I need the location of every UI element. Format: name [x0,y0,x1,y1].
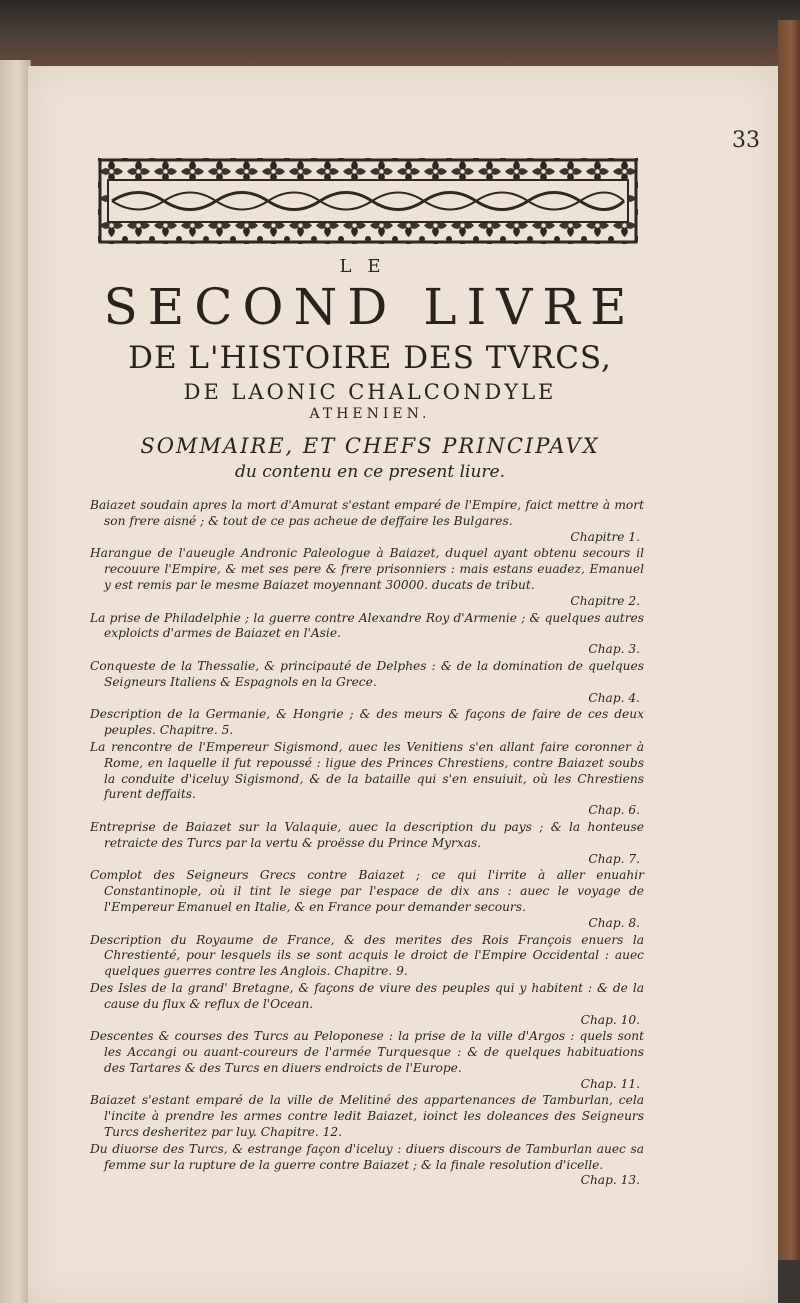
book-cover-edge [778,20,800,1260]
page-number: 33 [732,128,760,153]
list-item [90,1029,644,1092]
book-title: SECOND LIVRE [103,278,637,336]
list-item [90,498,644,545]
entry-text: Complot des Seigneurs Grecs contre Baiazet ; ce qui l'irrite à aller enuahir Constantinople, où il tint le siege par l'espace de dix ans : auec le voyage de l'Empereur Emanuel en Italie, & en France pour demander secours. [90,868,644,914]
chapter-ref: Chap. 11. [580,1076,640,1091]
entry-text: Entreprise de Baiazet sur la Valaquie, auec la description du pays ; & la honteuse retraicte des Turcs par la vertu & proësse du Prince Myrxas. [90,819,644,850]
book-page [28,66,778,1303]
chapter-ref: Chap. 13. [580,1173,640,1188]
list-item [90,546,644,609]
previous-page-gutter [0,60,31,1303]
list-item [90,868,644,931]
chapter-ref: Chap. 7. [588,851,640,866]
list-item [90,611,644,658]
entry-text: Baiazet soudain apres la mort d'Amurat s'estant emparé de l'Empire, faict mettre à mort son frere aisné ; & tout de ce pas acheue de deffaire les Bulgares. [90,498,644,528]
summary-heading: SOMMAIRE, ET CHEFS PRINCIPAVX [140,434,600,458]
chapter-ref: Chapitre 1. [570,529,640,544]
entry-text: Des Isles de la grand' Bretagne, & façons de viure des peuples qui y habitent : & de la cause du flux & reflux de l'Ocean. [90,980,644,1011]
author-origin: ATHENIEN. [309,406,431,422]
list-item [90,981,644,1028]
entry-text: Harangue de l'aueugle Andronic Paleologue à Baiazet, duquel ayant obtenu secours il recouure l'Empire, & met ses pere & frere prisonniers : mais estans euadez, Emanuel y est remis par le mesme Baiazet moyennant 30000. ducats de tribut. [90,546,644,592]
list-item [90,1093,644,1140]
entry-text: Du diuorse des Turcs, & estrange façon d'iceluy : diuers discours de Tamburlan auec sa femme sur la rupture de la guerre contre Baiazet ; & la finale resolution d'icelle. [90,1141,644,1172]
entry-text: La prise de Philadelphie ; la guerre contre Alexandre Roy d'Armenie ; & quelques autres exploicts d'armes de Baiazet en l'Asie. [90,610,644,641]
book-top-edge [0,0,800,70]
chapter-ref: Chap. 4. [588,690,640,705]
chapter-ref: Chap. 3. [588,642,640,657]
entry-text: Descentes & courses des Turcs au Peloponese : la prise de la ville d'Argos : quels sont les Accangi ou auant-coureurs de l'armée Turquesque : & de quelques habituations des Tartares & des Turcs en diuers endroicts de l'Europe. [90,1029,644,1075]
summary-subheading: du contenu en ce present liure. [235,462,505,482]
decorative-headpiece [98,158,638,244]
entry-text: La rencontre de l'Empereur Sigismond, auec les Venitiens s'en allant faire coronner à Rome, en laquelle il fut repoussé : ligue des Princes Chrestiens, contre Baiazet soubs la conduite d'iceluy Sigismond, & de la bataille qui s'en ensuiuit, où les Chrestiens furent deffaits. [90,739,644,802]
chapter-summary-list [90,498,644,1190]
book-subtitle: DE L'HISTOIRE DES TVRCS, [128,340,612,376]
entry-text: Conqueste de la Thessalie, & principauté de Delphes : & de la domination de quelques Seigneurs Italiens & Espagnols en la Grece. [90,658,644,689]
list-item [90,740,644,819]
author-line: DE LAONIC CHALCONDYLE [183,380,557,404]
chapter-ref: Chapitre 2. [570,593,640,608]
list-item [90,659,644,706]
list-item [90,820,644,867]
entry-text: Baiazet s'estant emparé de la ville de Melitiné des appartenances de Tamburlan, cela l'incite à prendre les armes contre ledit Baiazet, ioinct les doleances des Seigneurs Turcs desheritez par luy. Chapitre. 12. [90,1093,644,1140]
list-item [90,933,644,980]
chapter-ref: Chap. 10. [580,1012,640,1027]
list-item [90,1142,644,1189]
heading-le: LE [339,256,397,277]
chapter-ref: Chap. 8. [588,915,640,930]
list-item [90,707,644,739]
entry-text: Description du Royaume de France, & des merites des Rois François enuers la Chrestienté, pour lesquels ils se sont acquis le droict de l'Empire Occidental : auec quelques guerres contre les Anglois. Chapitre. 9. [90,932,644,979]
entry-text: Description de la Germanie, & Hongrie ; & des meurs & façons de faire de ces deux peuples. Chapitre. 5. [90,707,644,738]
chapter-ref: Chap. 6. [588,803,640,818]
